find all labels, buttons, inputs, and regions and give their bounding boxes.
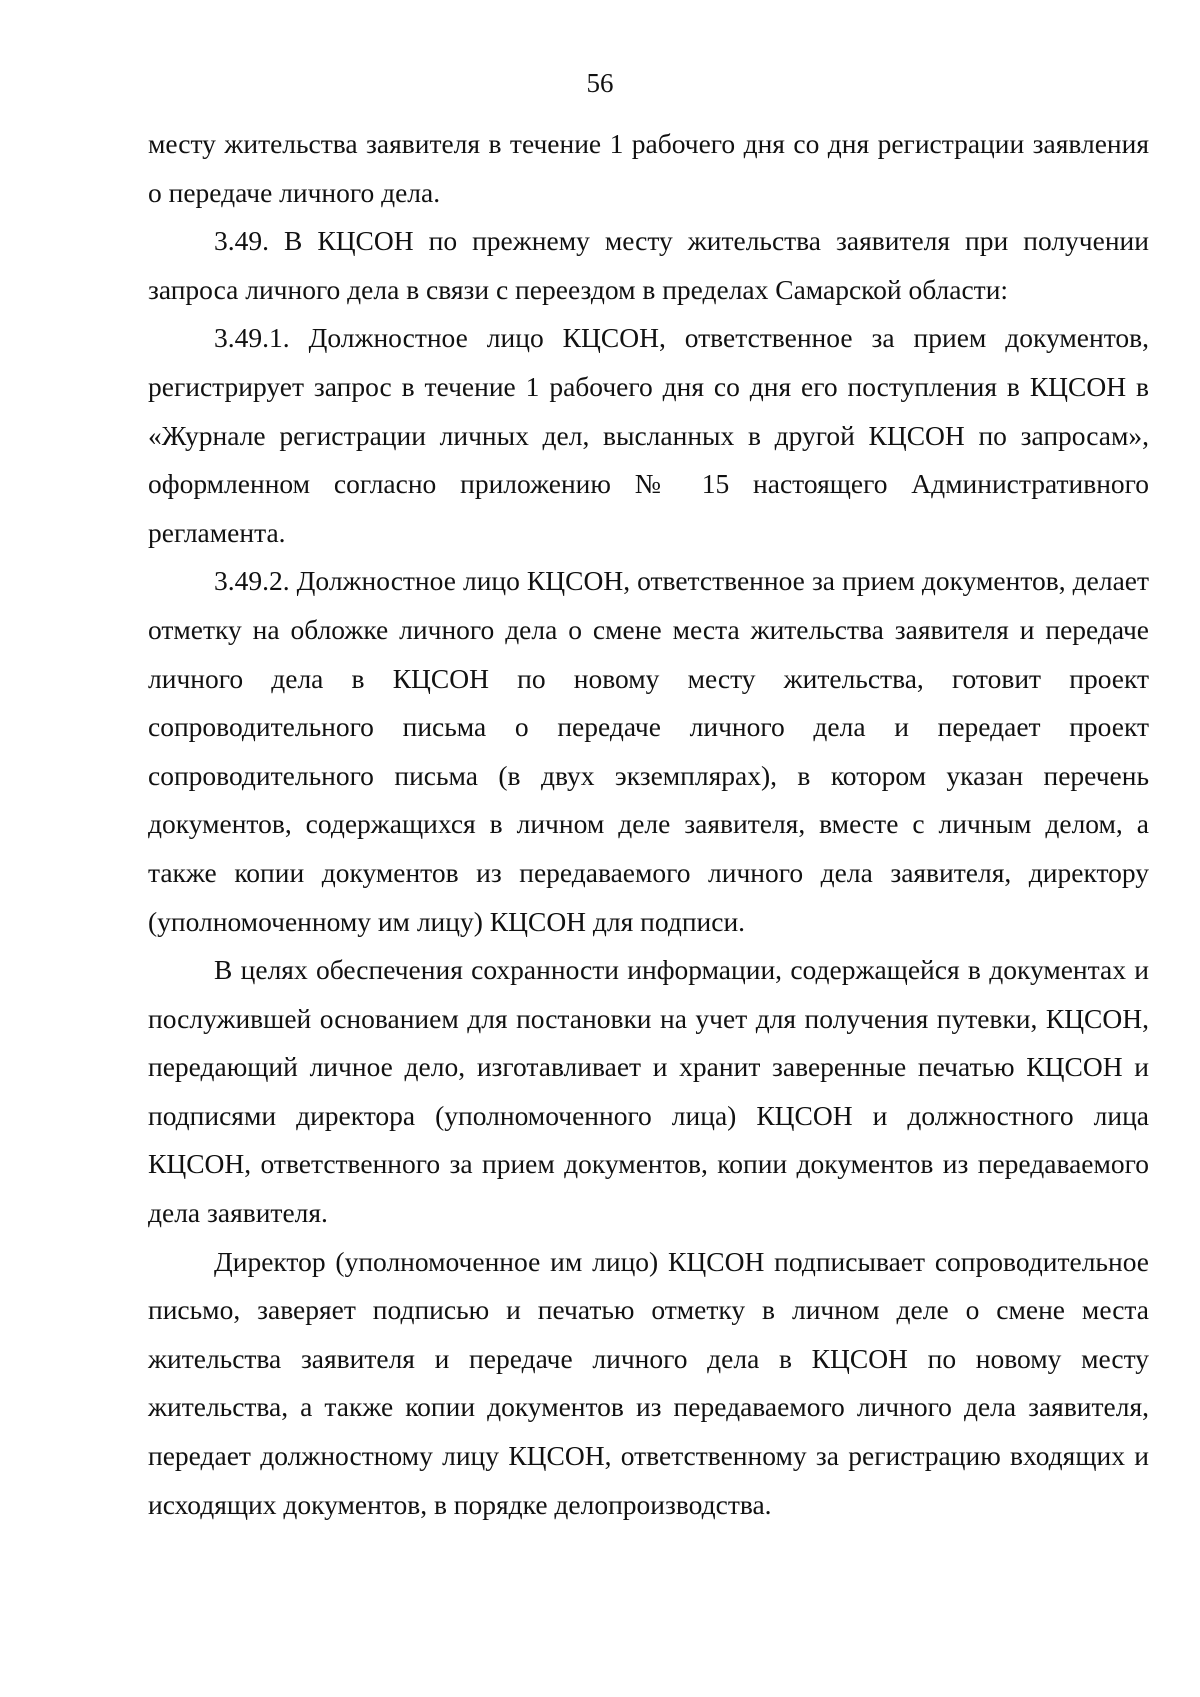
paragraph-continuation: месту жительства заявителя в течение 1 рабочего дня со дня регистрации заявления о передаче личного дела. [148,128,1149,208]
page-number: 56 [586,68,614,98]
paragraph-information-safety: В целях обеспечения сохранности информации, содержащейся в документах и послужившей основанием для постановки на учет для получения путевки, КЦСОН, передающий личное дело, изготавливает и хранит заверенные печатью КЦСОН и подписями директора (уполномоченного лица) КЦСОН и должностного лица КЦСОН, ответственного за прием документов, копии документов из передаваемого дела заявителя. [148,954,1149,1229]
paragraph-3-49-1: 3.49.1. Должностное лицо КЦСОН, ответственное за прием документов, регистрирует запрос в течение 1 рабочего дня со дня его поступления в КЦСОН в «Журнале регистрации личных дел, высланных в другой КЦСОН по запросам», оформленном согласно приложению № 15 настоящего Административного регламента. [148,322,1149,548]
paragraph-director-signs: Директор (уполномоченное им лицо) КЦСОН подписывает сопроводительное письмо, заверяет подписью и печатью отметку в личном деле о смене места жительства заявителя и передаче личного дела в КЦСОН по новому месту жительства, а также копии документов из передаваемого личного дела заявителя, передает должностному лицу КЦСОН, ответственному за регистрацию входящих и исходящих документов, в порядке делопроизводства. [148,1245,1149,1520]
paragraph-3-49-2: 3.49.2. Должностное лицо КЦСОН, ответственное за прием документов, делает отметку на обложке личного дела о смене места жительства заявителя и передаче личного дела в КЦСОН по новому месту жительства, готовит проект сопроводительного письма о передаче личного дела и передает проект сопроводительного письма (в двух экземплярах), в котором указан перечень документов, содержащихся в личном деле заявителя, вместе с личным делом, а также копии документов из передаваемого личного дела заявителя, директору (уполномоченному им лицу) КЦСОН для подписи. [148,565,1149,937]
paragraph-3-49: 3.49. В КЦСОН по прежнему месту жительства заявителя при получении запроса личного дела в связи с переездом в пределах Самарской области: [148,225,1149,305]
document-body [148,120,1149,1529]
